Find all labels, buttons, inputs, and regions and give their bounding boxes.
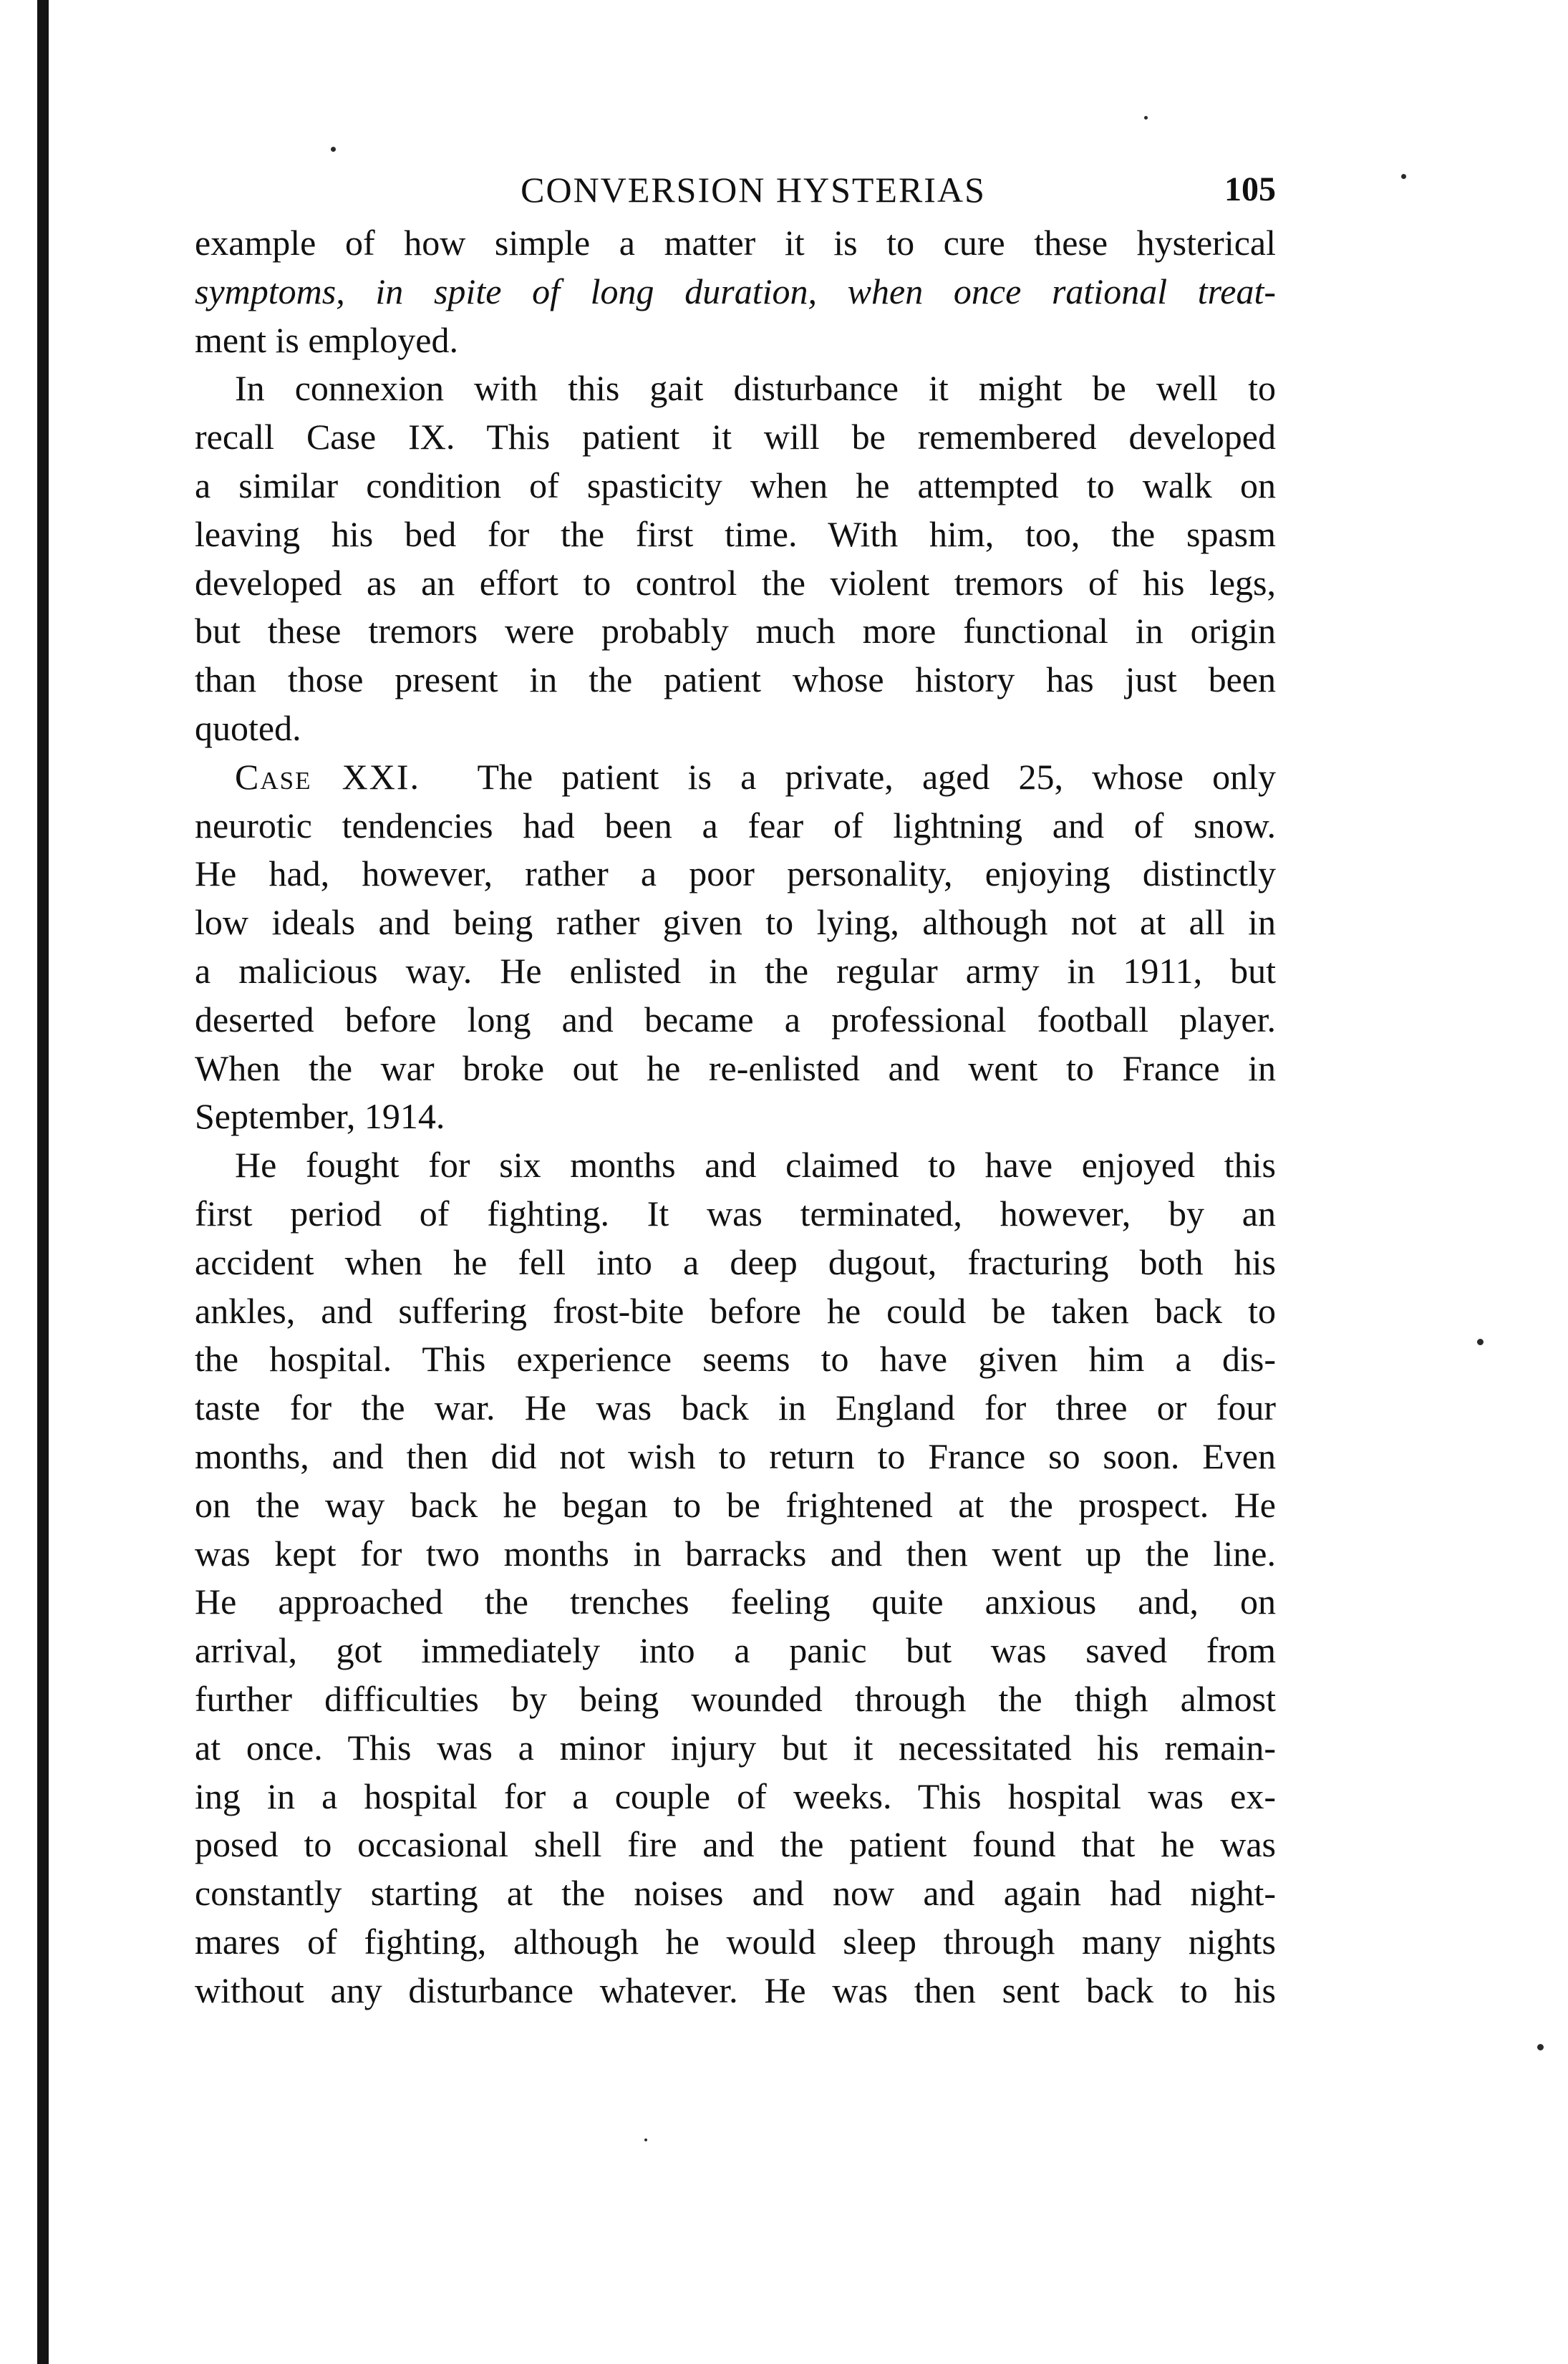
- scan-speck: [1477, 1339, 1484, 1345]
- scan-speck: [644, 2138, 647, 2141]
- page-number: 105: [1224, 170, 1276, 208]
- case-label: Case XXI.: [235, 756, 421, 797]
- text-line: on the way back he began to be frightened at the prospect. He: [195, 1484, 1276, 1525]
- text-line: ing in a hospital for a couple of weeks. This hospital was ex-: [195, 1776, 1276, 1816]
- text-line: posed to occasional shell fire and the patient found that he was: [195, 1824, 1276, 1865]
- book-page: [195, 165, 1276, 2015]
- paragraph: [195, 1141, 1276, 2015]
- text-line: [195, 268, 1276, 316]
- running-head-title: CONVERSION HYSTERIAS: [521, 170, 986, 210]
- scan-speck: [1401, 174, 1406, 179]
- text-line: example of how simple a matter it is to cure these hysterical: [195, 223, 1276, 263]
- paragraph: [195, 364, 1276, 752]
- text-line: constantly starting at the noises and now and again had night-: [195, 1873, 1276, 1914]
- text-line: first period of fighting. It was terminated, however, by an: [195, 1193, 1276, 1234]
- scan-speck: [331, 147, 336, 152]
- page-binding-edge: [37, 0, 49, 2364]
- text-line: accident when he fell into a deep dugout, fracturing both his: [195, 1241, 1276, 1282]
- text-line: but these tremors were probably much more functional in origin: [195, 611, 1276, 651]
- text-line: recall Case IX. This patient it will be remembered developed: [195, 417, 1276, 457]
- text-line: He approached the trenches feeling quite anxious and, on: [195, 1581, 1276, 1622]
- paragraph: [195, 753, 1276, 1141]
- text-line: ankles, and suffering frost-bite before he could be taken back to: [195, 1290, 1276, 1331]
- text-line: a malicious way. He enlisted in the regular army in 1911, but: [195, 950, 1276, 991]
- text-line: than those present in the patient whose history has just been: [195, 659, 1276, 700]
- text-line: leaving his bed for the first time. With him, too, the spasm: [195, 513, 1276, 554]
- text-line: was kept for two months in barracks and then went up the line.: [195, 1533, 1276, 1574]
- text-line: quoted.: [195, 707, 301, 748]
- text-line: ment is employed.: [195, 319, 458, 360]
- text-line: He had, however, rather a poor personality, enjoying distinctly: [195, 853, 1276, 894]
- text-line: He fought for six months and claimed to have enjoyed this: [235, 1145, 1276, 1186]
- text-line: [195, 753, 1276, 802]
- text-line: arrival, got immediately into a panic but was saved from: [195, 1630, 1276, 1671]
- text-line: September, 1914.: [195, 1096, 445, 1137]
- running-head: [195, 165, 1276, 215]
- text-line: months, and then did not wish to return to France so soon. Even: [195, 1435, 1276, 1476]
- text-line: When the war broke out he re-enlisted and went to France in: [195, 1047, 1276, 1088]
- text-line: a similar condition of spasticity when he attempted to walk on: [195, 465, 1276, 505]
- case-opening: The patient is a private, aged 25, whose only: [477, 756, 1276, 797]
- scan-speck: [1537, 2044, 1544, 2050]
- scan-speck: [1144, 116, 1148, 120]
- text-line: mares of fighting, although he would sleep through many nights: [195, 1921, 1276, 1962]
- text-line: In connexion with this gait disturbance it might be well to: [235, 368, 1276, 409]
- text-line: the hospital. This experience seems to have given him a dis-: [195, 1339, 1276, 1380]
- text-line: neurotic tendencies had been a fear of lightning and of snow.: [195, 805, 1276, 846]
- body-text: [195, 219, 1276, 2015]
- text-line: taste for the war. He was back in England for three or four: [195, 1387, 1276, 1428]
- paragraph: [195, 219, 1276, 364]
- text-line: low ideals and being rather given to lying, although not at all in: [195, 902, 1276, 943]
- text-line: without any disturbance whatever. He was then sent back to his: [195, 1970, 1276, 2010]
- text-line: further difficulties by being wounded through the thigh almost: [195, 1678, 1276, 1719]
- italic-text-line: symptoms, in spite of long duration, when once rational treat-: [195, 271, 1276, 311]
- text-line: developed as an effort to control the violent tremors of his legs,: [195, 562, 1276, 603]
- text-line: at once. This was a minor injury but it necessitated his remain-: [195, 1727, 1276, 1768]
- text-line: deserted before long and became a professional football player.: [195, 999, 1276, 1040]
